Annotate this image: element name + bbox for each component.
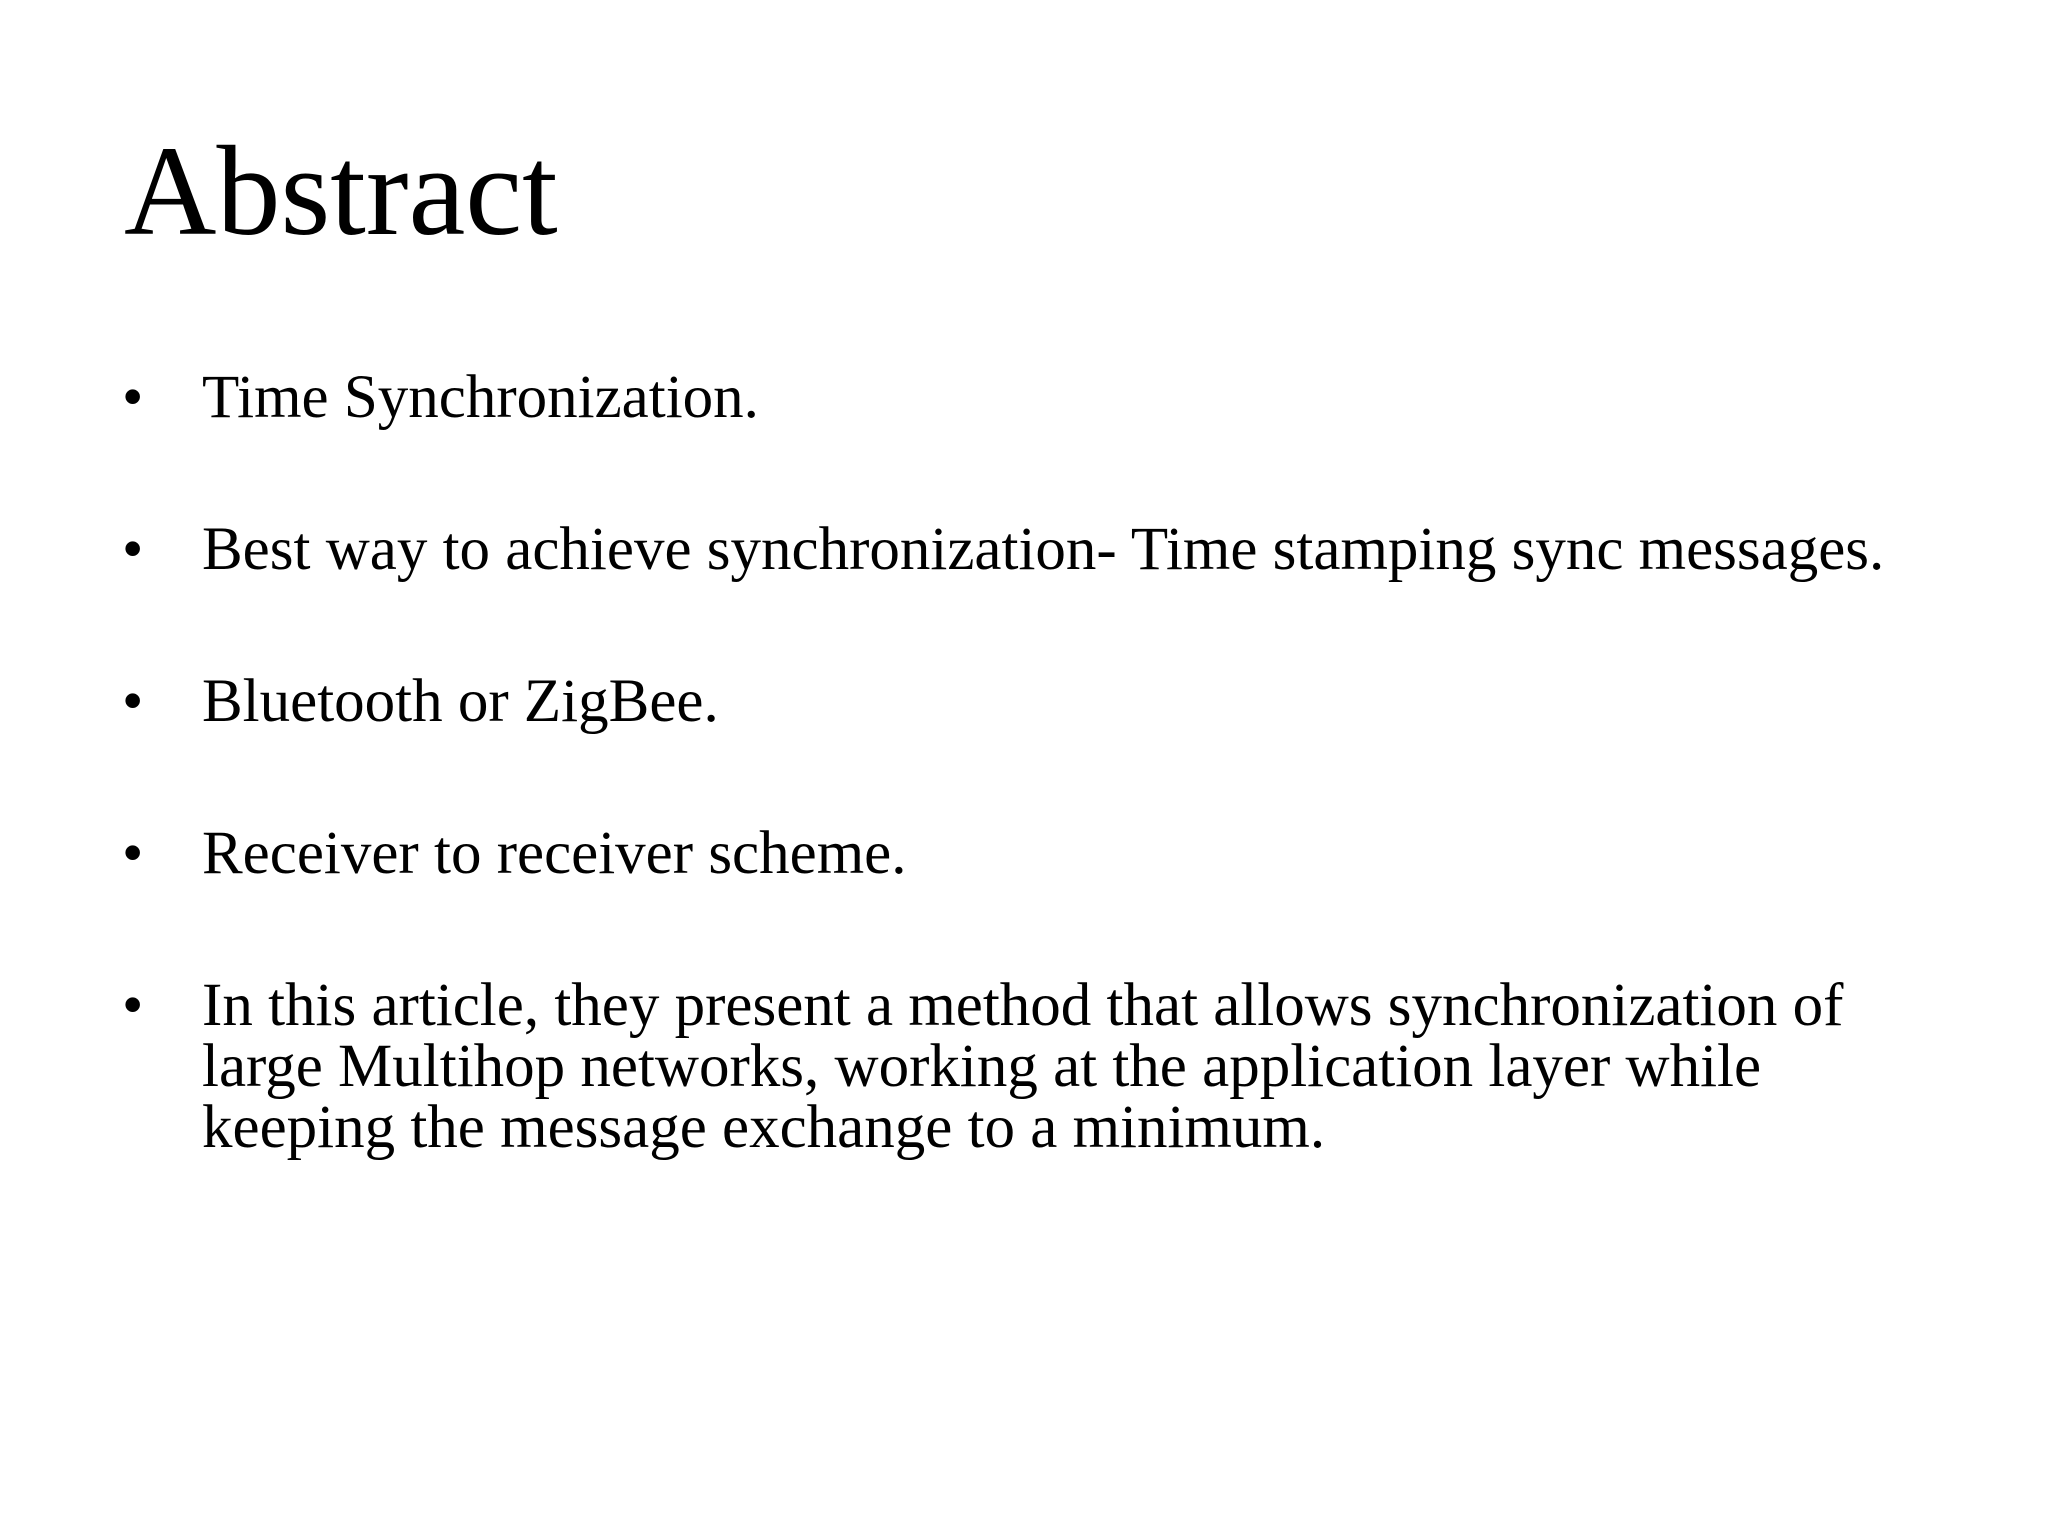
bullet-text: In this article, they present a method that allows synchronization of large Multihop networks, working at the application layer while keeping the message exchange to a minimum. bbox=[202, 972, 1844, 1161]
bullet-text: Receiver to receiver scheme. bbox=[202, 820, 907, 887]
bullet-text: Time Synchronization. bbox=[202, 364, 759, 431]
bullet-dot-icon: • bbox=[122, 820, 144, 887]
bullet-dot-icon: • bbox=[122, 668, 144, 735]
bullet-item bbox=[122, 364, 1972, 431]
bullet-item bbox=[122, 972, 1972, 1161]
bullet-dot-icon: • bbox=[122, 364, 144, 431]
slide-title: Abstract bbox=[124, 120, 558, 262]
bullet-item bbox=[122, 820, 1972, 887]
bullet-text: Bluetooth or ZigBee. bbox=[202, 668, 719, 735]
bullet-dot-icon: • bbox=[122, 972, 144, 1039]
bullet-item bbox=[122, 668, 1972, 735]
bullet-item bbox=[122, 516, 1972, 583]
bullet-text: Best way to achieve synchronization- Time stamping sync messages. bbox=[202, 516, 1885, 583]
bullet-dot-icon: • bbox=[122, 516, 144, 583]
